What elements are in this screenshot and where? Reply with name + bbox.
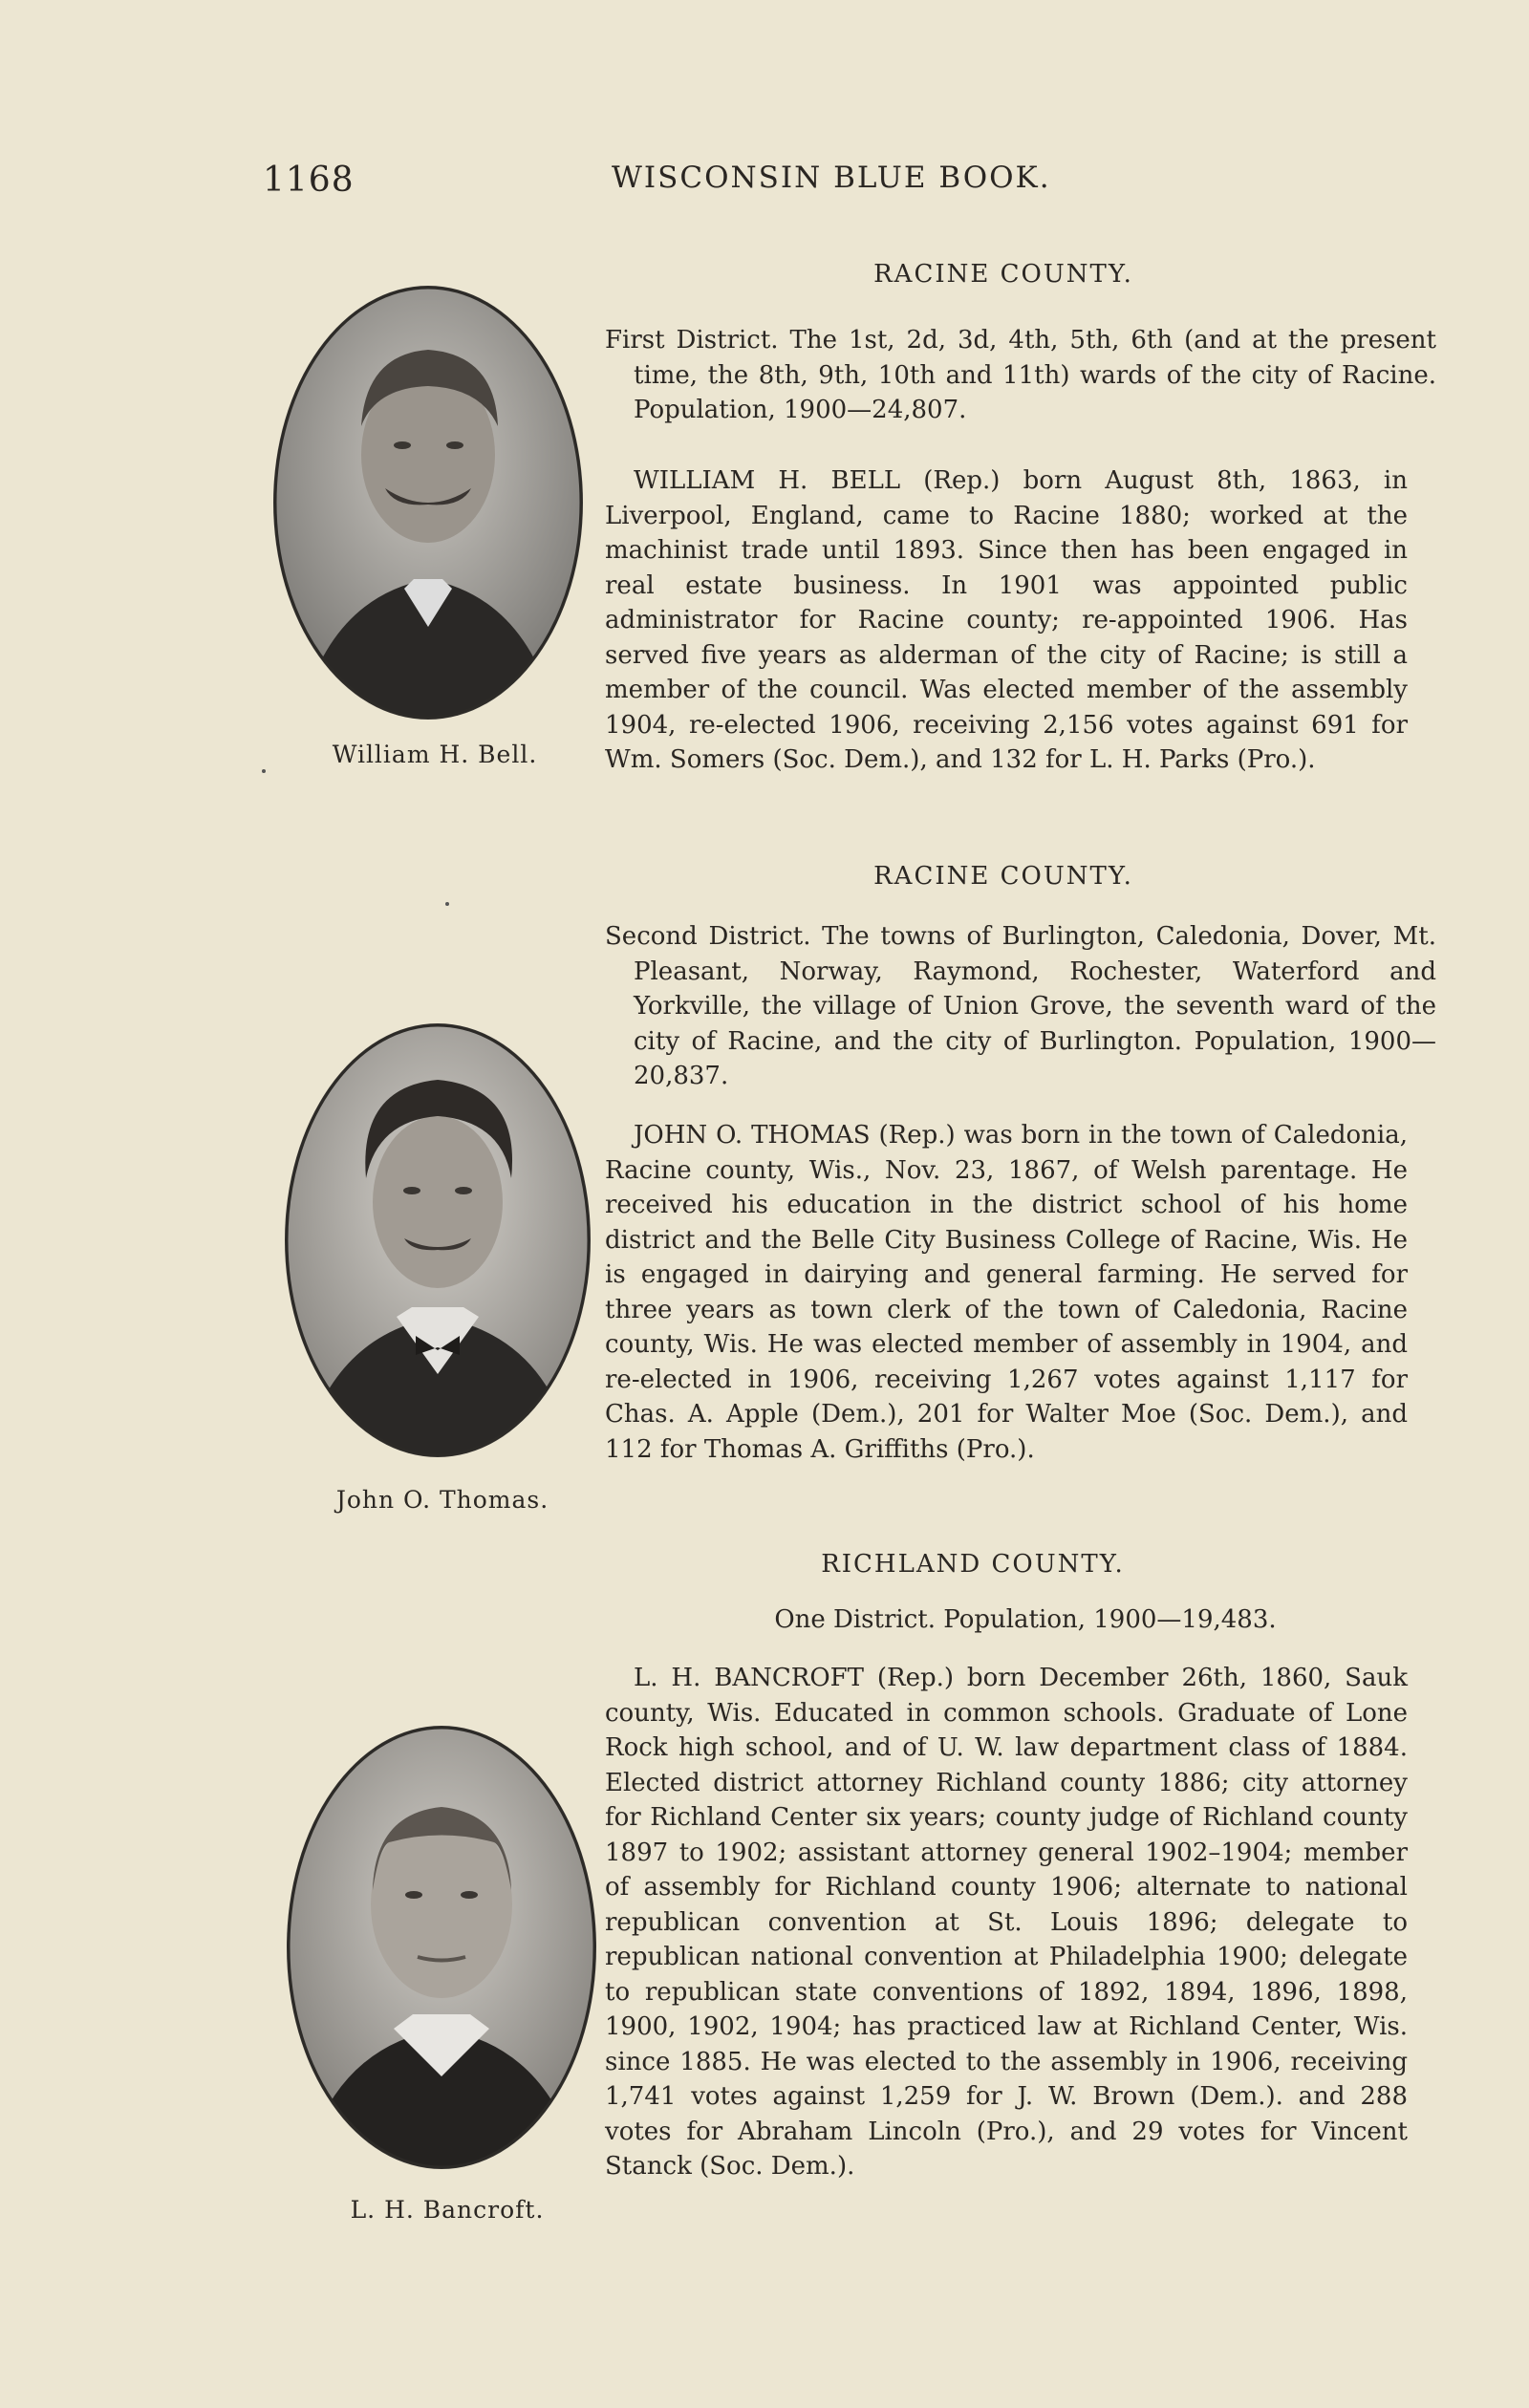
- member-biography: JOHN O. THOMAS (Rep.) was born in the town of Caledonia, Racine county, Wis., Nov. 23, 1867, of Welsh parentage. He received his education in the district school of his home district and the Belle City Business College of Racine, Wis. He is engaged in dairying and general farming. He served for three years as town clerk of the town of Caledonia, Racine county, Wis. He was elected member of assembly in 1904, and re-elected in 1906, receiving 1,267 votes against 1,117 for Chas. A. Apple (Dem.), 201 for Walter Moe (Soc. Dem.), and 112 for Thomas A. Griffiths (Pro.).: [605, 1121, 1408, 1464]
- paper-speck: [445, 902, 449, 906]
- portrait-john-o-thomas: [282, 1021, 593, 1460]
- portrait-l-h-bancroft: [284, 1723, 599, 2172]
- page-header: [263, 161, 1290, 208]
- county-heading: RACINE COUNTY.: [873, 862, 1133, 891]
- member-biography: WILLIAM H. BELL (Rep.) born August 8th, 1863, in Liverpool, England, came to Racine 1880; worked at the machinist trade until 1893. Since then has been engaged in real estate business. In 1901 was appointed public administrator for Racine county; re-appointed 1906. Has served five years as alderman of the city of Racine; is still a member of the council. Was elected member of the assembly 1904, re-elected 1906, receiving 2,156 votes against 691 for Wm. Somers (Soc. Dem.), and 132 for L. H. Parks (Pro.).: [605, 466, 1408, 774]
- portrait-caption: L. H. Bancroft.: [350, 2196, 545, 2224]
- portrait-caption: William H. Bell.: [332, 741, 538, 768]
- portrait-photo: [284, 1723, 599, 2172]
- portrait-photo: [282, 1021, 593, 1460]
- paper-speck: [262, 769, 266, 773]
- portrait-caption: John O. Thomas.: [335, 1486, 549, 1514]
- portrait-william-h-bell: [270, 283, 586, 722]
- district-description: Second District. The towns of Burlington, Caledonia, Dover, Mt. Pleasant, Norway, Raymond, Rochester, Waterford and Yorkville, the village of Union Grove, the seventh ward of the city of Racine, and the city of Burlington. Population, 1900—20,837.: [605, 922, 1436, 1090]
- district-description: One District. Population, 1900—19,483.: [774, 1605, 1277, 1634]
- member-biography: L. H. BANCROFT (Rep.) born December 26th, 1860, Sauk county, Wis. Educated in common schools. Graduate of Lone Rock high school, and of U. W. law department class of 1884. Elected district attorney Richland county 1886; city attorney for Richland Center six years; county judge of Richland county 1897 to 1902; assistant attorney general 1902–1904; member of assembly for Richland county 1906; alternate to national republican convention at St. Louis 1896; delegate to republican national convention at Philadelphia 1900; delegate to republican state conventions of 1892, 1894, 1896, 1898, 1900, 1902, 1904; has practiced law at Richland Center, Wis. since 1885. He was elected to the assembly in 1906, receiving 1,741 votes against 1,259 for J. W. Brown (Dem.). and 288 votes for Abraham Lincoln (Pro.), and 29 votes for Vincent Stanck (Soc. Dem.).: [605, 1664, 1408, 2181]
- portrait-photo: [270, 283, 586, 722]
- page-number: 1168: [263, 161, 355, 200]
- running-title: WISCONSIN BLUE BOOK.: [612, 161, 1051, 195]
- county-heading: RICHLAND COUNTY.: [821, 1550, 1125, 1579]
- county-heading: RACINE COUNTY.: [873, 260, 1133, 289]
- district-description: First District. The 1st, 2d, 3d, 4th, 5th, 6th (and at the present time, the 8th, 9th, 10th and 11th) wards of the city of Racine. Population, 1900—24,807.: [605, 326, 1436, 424]
